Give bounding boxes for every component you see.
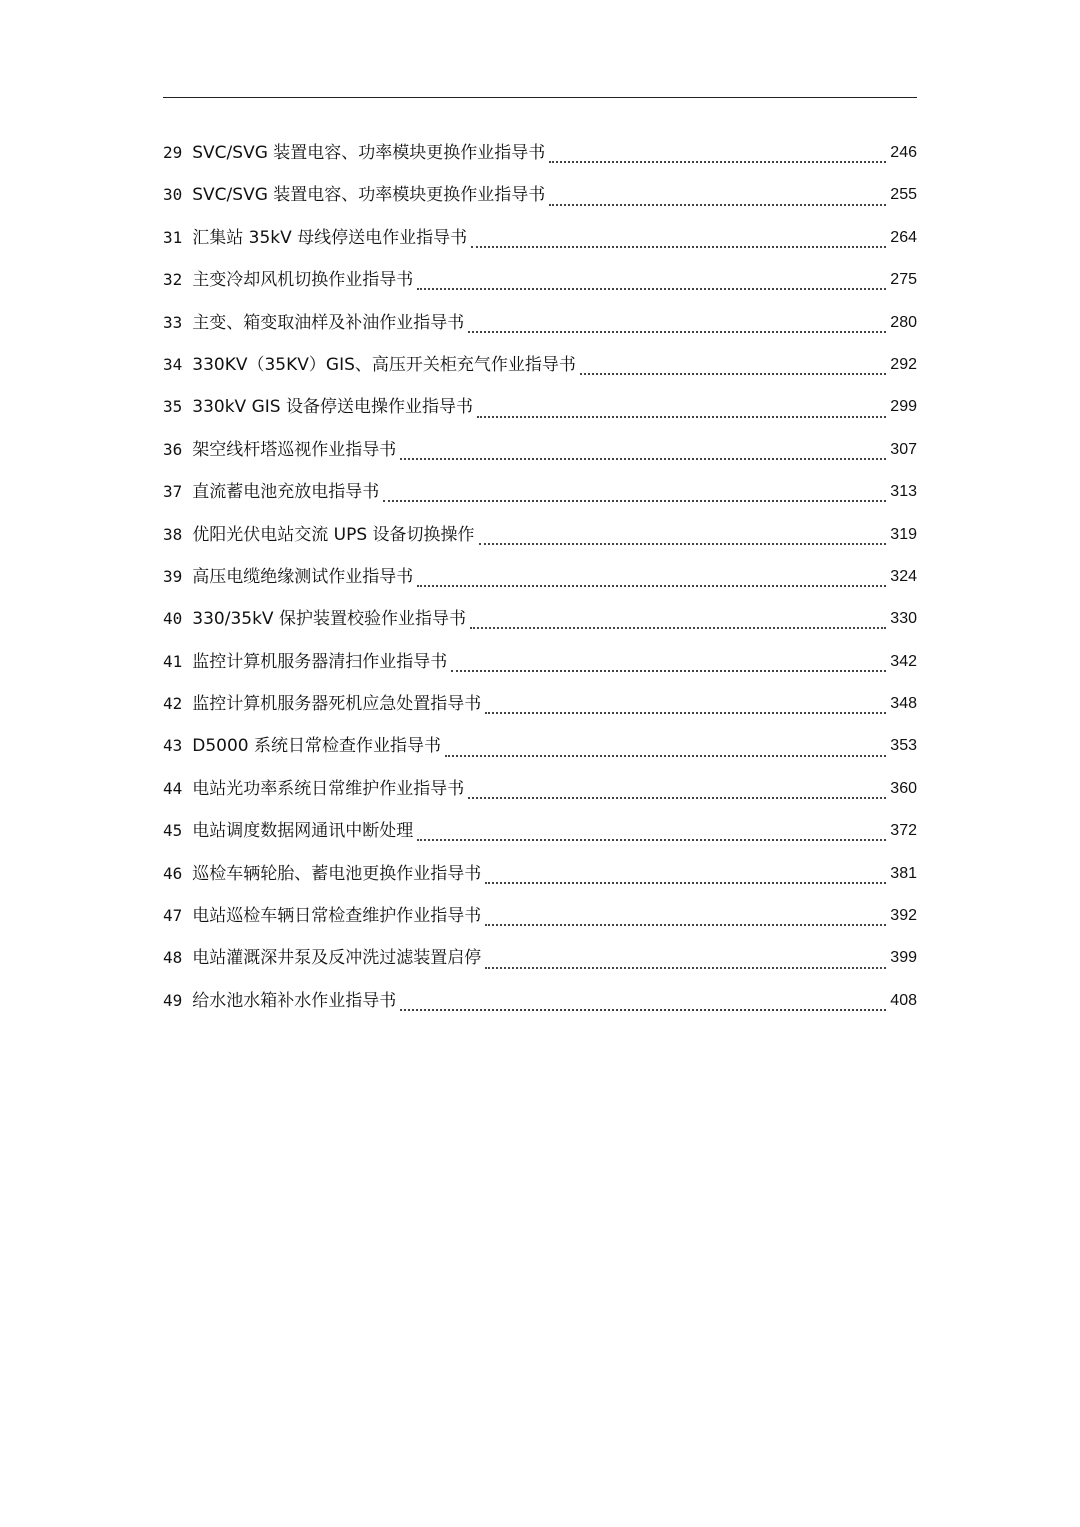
toc-dot-leader	[549, 192, 886, 206]
toc-entry-40[interactable]	[163, 598, 917, 640]
toc-entry-41[interactable]	[163, 641, 917, 683]
toc-entry-35[interactable]	[163, 386, 917, 428]
toc-entry-46[interactable]	[163, 853, 917, 895]
toc-entry-page: 399	[890, 949, 917, 967]
toc-entry-number: 44	[163, 778, 183, 798]
toc-entry-title: 架空线杆塔巡视作业指导书	[192, 439, 397, 460]
toc-entry-number: 38	[163, 524, 183, 544]
toc-entry-43[interactable]	[163, 725, 917, 767]
toc-entry-number: 39	[163, 566, 183, 586]
header-rule	[163, 97, 917, 98]
toc-entry-page: 392	[890, 907, 917, 925]
toc-entry-number: 41	[163, 651, 183, 671]
toc-entry-title: 330/35kV 保护装置校验作业指导书	[192, 609, 466, 630]
toc-entry-45[interactable]	[163, 810, 917, 852]
toc-entry-page: 264	[890, 228, 917, 246]
toc-dot-leader	[479, 531, 887, 545]
toc-entry-49[interactable]	[163, 980, 917, 1022]
toc-entry-page: 280	[890, 313, 917, 331]
toc-entry-number: 48	[163, 948, 183, 968]
toc-entry-page: 307	[890, 440, 917, 458]
toc-dot-leader	[417, 276, 886, 290]
toc-entry-number: 40	[163, 609, 183, 629]
toc-entry-title: 巡检车辆轮胎、蓄电池更换作业指导书	[192, 863, 482, 884]
toc-entry-title: 330KV（35KV）GIS、高压开关柜充气作业指导书	[192, 354, 576, 375]
toc-entry-title: 汇集站 35kV 母线停送电作业指导书	[192, 227, 468, 248]
toc-entry-title: 优阳光伏电站交流 UPS 设备切换操作	[192, 524, 475, 545]
toc-entry-title: 主变、箱变取油样及补油作业指导书	[192, 312, 465, 333]
toc-entry-page: 292	[890, 355, 917, 373]
toc-dot-leader	[485, 700, 886, 714]
toc-dot-leader	[400, 997, 886, 1011]
toc-entry-title: 监控计算机服务器清扫作业指导书	[192, 651, 448, 672]
toc-entry-number: 30	[163, 185, 183, 205]
toc-entry-48[interactable]	[163, 937, 917, 979]
toc-entry-page: 381	[890, 864, 917, 882]
toc-dot-leader	[468, 785, 886, 799]
toc-entry-number: 45	[163, 821, 183, 841]
toc-entry-32[interactable]	[163, 259, 917, 301]
toc-entry-number: 46	[163, 863, 183, 883]
toc-entry-47[interactable]	[163, 895, 917, 937]
toc-dot-leader	[477, 404, 886, 418]
toc-entry-title: SVC/SVG 装置电容、功率模块更换作业指导书	[192, 185, 546, 206]
toc-entry-page: 246	[890, 143, 917, 161]
toc-entry-page: 360	[890, 779, 917, 797]
table-of-contents	[163, 132, 917, 1022]
toc-entry-page: 372	[890, 822, 917, 840]
toc-dot-leader	[445, 743, 886, 757]
toc-entry-31[interactable]	[163, 217, 917, 259]
toc-entry-number: 31	[163, 227, 183, 247]
toc-entry-number: 35	[163, 397, 183, 417]
toc-dot-leader	[451, 658, 886, 672]
toc-dot-leader	[471, 234, 886, 248]
toc-entry-title: 直流蓄电池充放电指导书	[192, 482, 380, 503]
toc-dot-leader	[470, 615, 886, 629]
toc-entry-title: 监控计算机服务器死机应急处置指导书	[192, 694, 482, 715]
toc-entry-37[interactable]	[163, 471, 917, 513]
toc-dot-leader	[400, 446, 886, 460]
toc-entry-title: D5000 系统日常检查作业指导书	[192, 736, 442, 757]
toc-entry-title: 电站灌溉深井泵及反冲洗过滤装置启停	[192, 948, 482, 969]
toc-entry-number: 36	[163, 439, 183, 459]
toc-entry-page: 330	[890, 610, 917, 628]
toc-entry-title: 高压电缆绝缘测试作业指导书	[192, 566, 414, 587]
toc-entry-title: 电站巡检车辆日常检查维护作业指导书	[192, 906, 482, 927]
toc-dot-leader	[485, 912, 886, 926]
toc-entry-title: 电站光功率系统日常维护作业指导书	[192, 778, 465, 799]
toc-entry-page: 348	[890, 695, 917, 713]
toc-entry-44[interactable]	[163, 768, 917, 810]
toc-entry-number: 43	[163, 736, 183, 756]
toc-entry-page: 319	[890, 525, 917, 543]
toc-dot-leader	[468, 319, 886, 333]
toc-entry-38[interactable]	[163, 514, 917, 556]
toc-entry-number: 37	[163, 482, 183, 502]
toc-entry-page: 342	[890, 652, 917, 670]
toc-entry-36[interactable]	[163, 429, 917, 471]
toc-dot-leader	[485, 955, 886, 969]
toc-entry-39[interactable]	[163, 556, 917, 598]
toc-dot-leader	[383, 488, 886, 502]
toc-entry-29[interactable]	[163, 132, 917, 174]
toc-entry-page: 313	[890, 483, 917, 501]
toc-entry-title: 给水池水箱补水作业指导书	[192, 990, 397, 1011]
toc-dot-leader	[417, 573, 886, 587]
toc-entry-page: 275	[890, 271, 917, 289]
toc-entry-page: 353	[890, 737, 917, 755]
toc-entry-title: 电站调度数据网通讯中断处理	[192, 821, 414, 842]
toc-dot-leader	[485, 870, 886, 884]
toc-entry-page: 408	[890, 991, 917, 1009]
toc-entry-number: 34	[163, 354, 183, 374]
toc-entry-42[interactable]	[163, 683, 917, 725]
toc-entry-number: 49	[163, 990, 183, 1010]
toc-entry-page: 324	[890, 567, 917, 585]
toc-entry-34[interactable]	[163, 344, 917, 386]
toc-entry-number: 47	[163, 906, 183, 926]
toc-entry-page: 299	[890, 398, 917, 416]
toc-dot-leader	[549, 149, 886, 163]
toc-entry-title: 主变冷却风机切换作业指导书	[192, 270, 414, 291]
toc-entry-number: 42	[163, 694, 183, 714]
toc-dot-leader	[580, 361, 886, 375]
toc-entry-number: 32	[163, 270, 183, 290]
toc-entry-number: 29	[163, 142, 183, 162]
toc-entry-page: 255	[890, 186, 917, 204]
toc-entry-title: 330kV GIS 设备停送电操作业指导书	[192, 397, 473, 418]
toc-entry-number: 33	[163, 312, 183, 332]
toc-entry-title: SVC/SVG 装置电容、功率模块更换作业指导书	[192, 142, 546, 163]
toc-dot-leader	[417, 827, 886, 841]
toc-entry-33[interactable]	[163, 302, 917, 344]
toc-entry-30[interactable]	[163, 174, 917, 216]
